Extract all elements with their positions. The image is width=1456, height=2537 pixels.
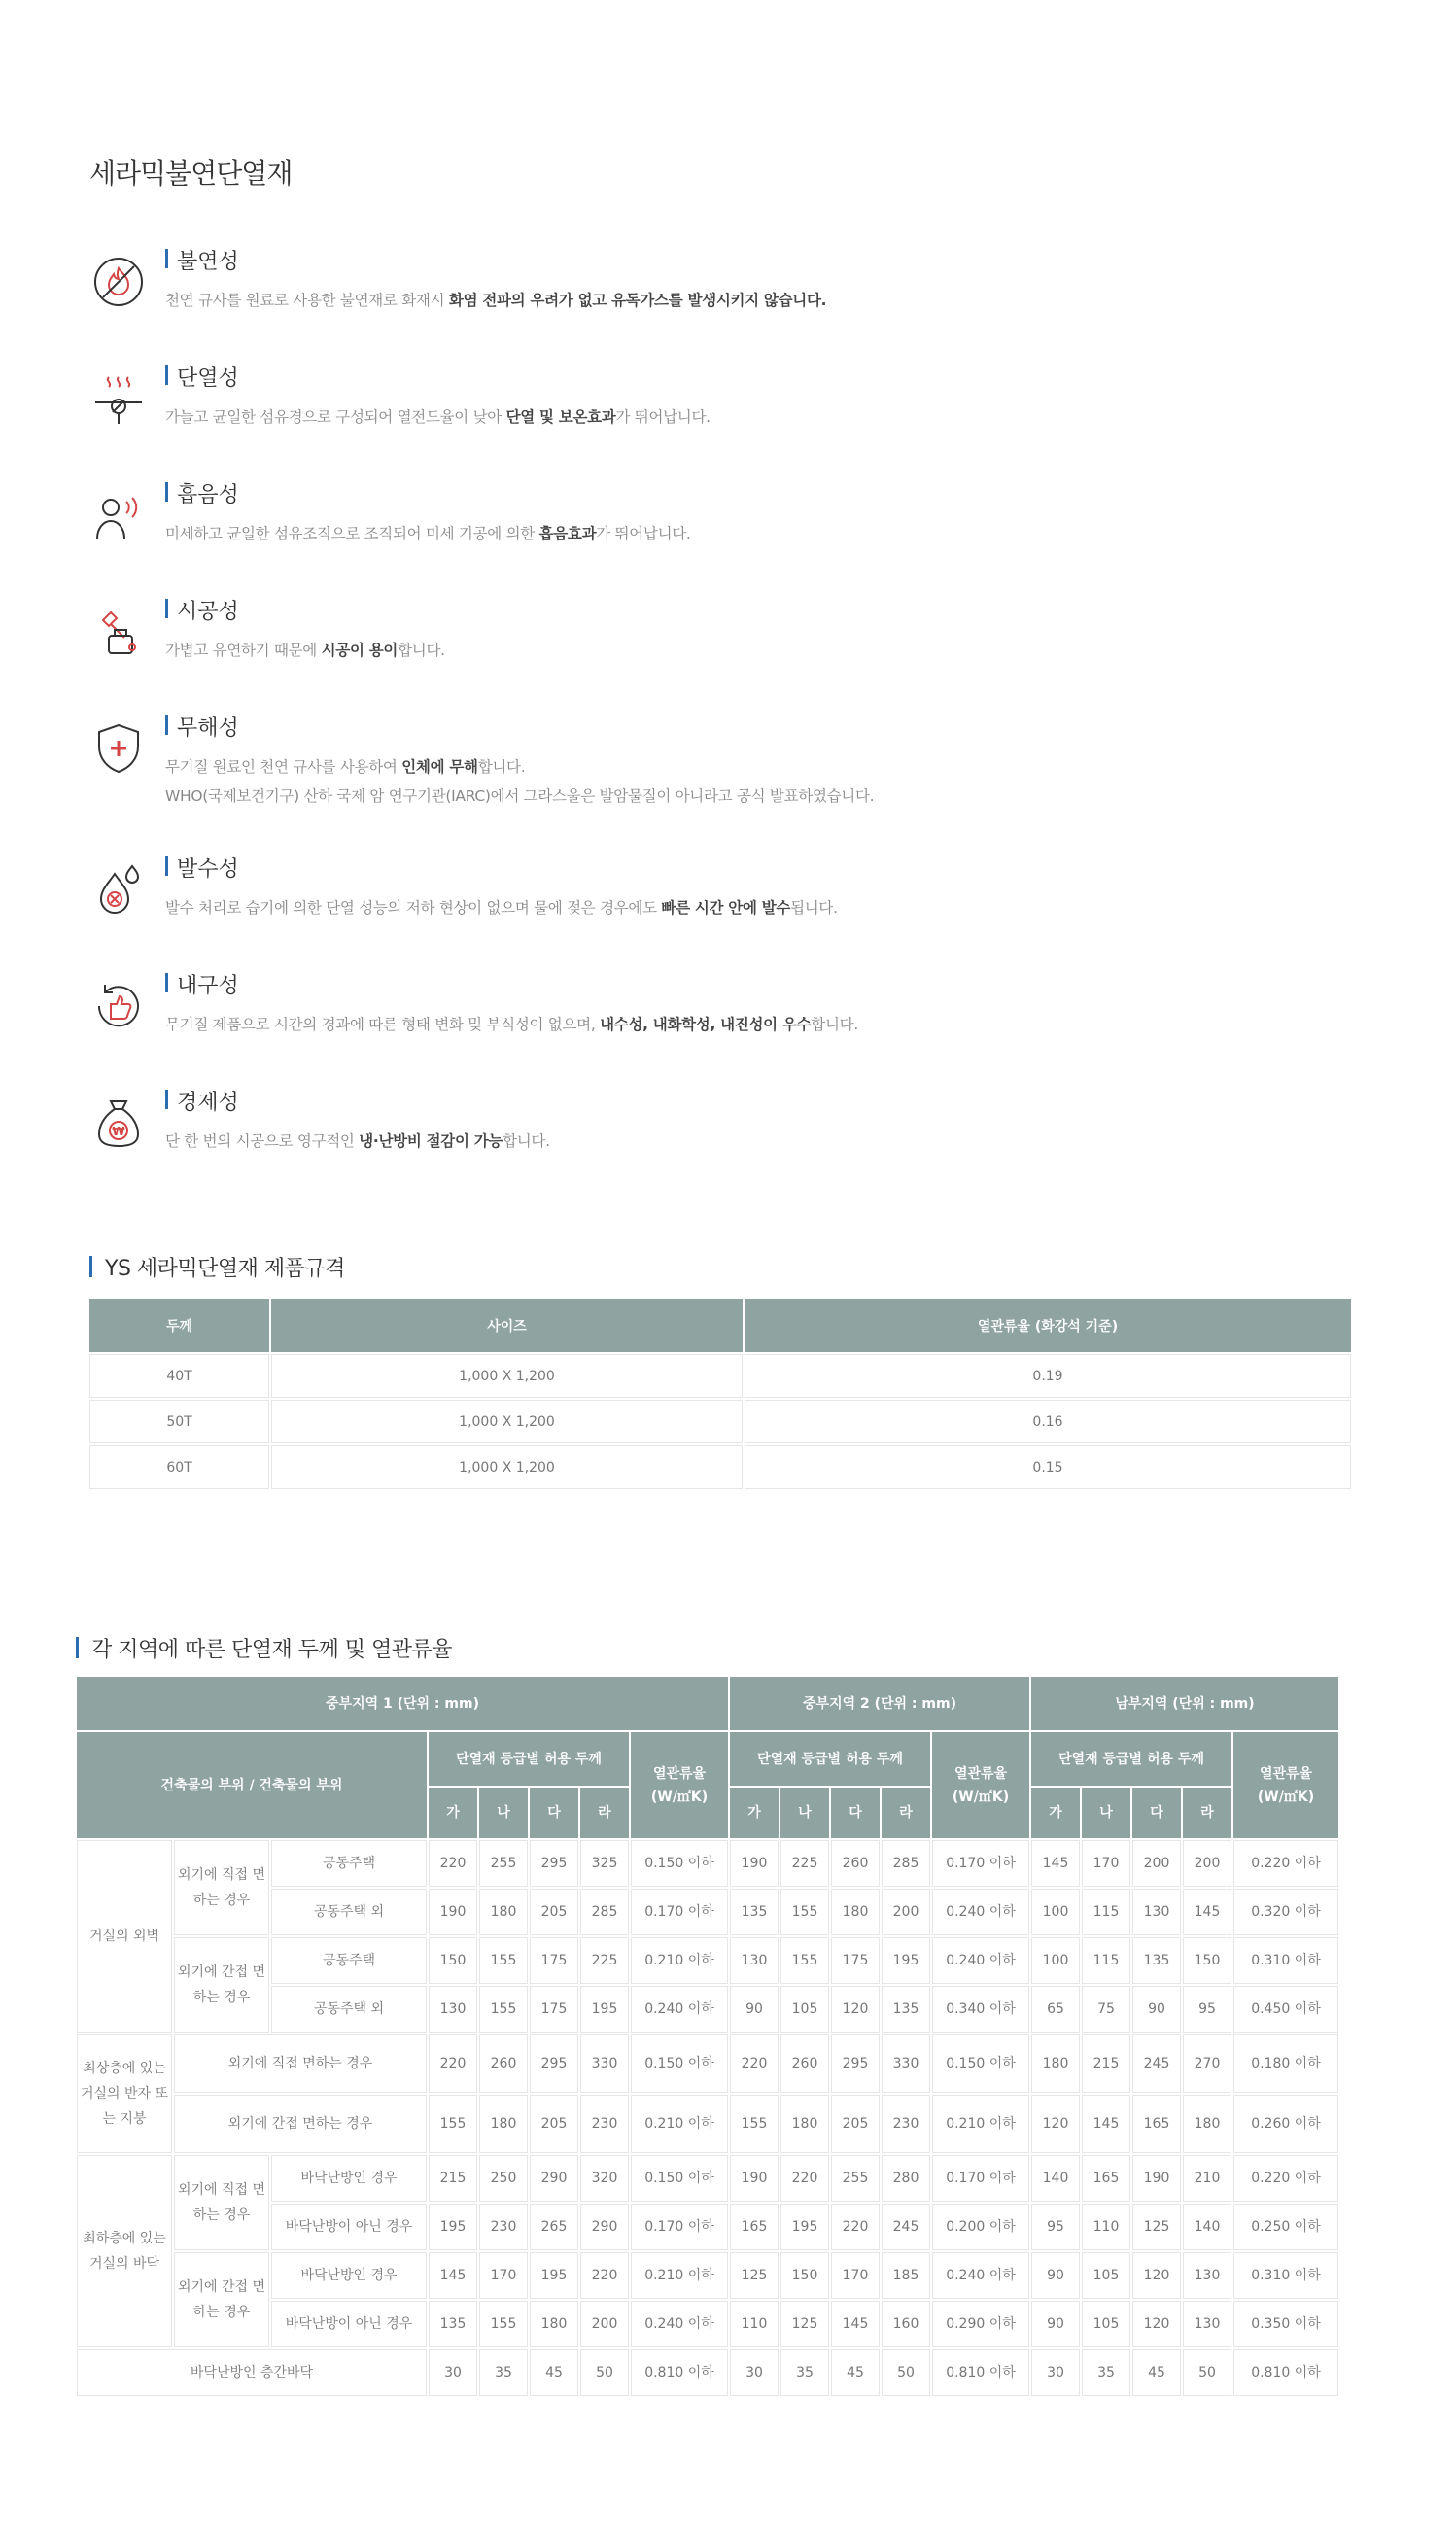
thickness-cell: 125 xyxy=(1132,2204,1181,2250)
thickness-cell: 140 xyxy=(1183,2204,1231,2250)
grade-label: 라 xyxy=(580,1788,629,1838)
u-value-header: 열관류율 (W/㎡K) xyxy=(1233,1732,1338,1838)
thickness-cell: 135 xyxy=(429,2301,477,2347)
group-label: 최상층에 있는 거실의 반자 또는 지붕 xyxy=(77,2034,172,2153)
thickness-cell: 165 xyxy=(1082,2155,1130,2202)
thickness-cell: 95 xyxy=(1031,2204,1080,2250)
thickness-cell: 325 xyxy=(580,1840,629,1887)
feature-title: 내구성 xyxy=(165,969,239,999)
thickness-cell: 145 xyxy=(1183,1889,1231,1935)
thickness-cell: 120 xyxy=(1132,2252,1181,2299)
u-value-header: 열관류율 (W/㎡K) xyxy=(932,1732,1029,1838)
region-section-title: 각 지역에 따른 단열재 두께 및 열관류율 xyxy=(76,1633,452,1663)
thickness-cell: 35 xyxy=(1082,2349,1130,2396)
feature-title: 시공성 xyxy=(165,595,239,625)
spec-section-title: YS 세라믹단열재 제품규격 xyxy=(89,1252,345,1282)
grade-label: 다 xyxy=(1132,1788,1181,1838)
feature-description: 단 한 번의 시공으로 영구적인 냉·난방비 절감이 가능합니다. xyxy=(165,1132,550,1150)
feature-title: 불연성 xyxy=(165,245,239,275)
table-row xyxy=(77,1840,1338,1887)
row-label: 공동주택 xyxy=(271,1840,427,1887)
thickness-cell: 180 xyxy=(1183,2095,1231,2153)
grade-header: 단열재 등급별 허용 두께 xyxy=(1031,1732,1231,1786)
feature-title: 발수성 xyxy=(165,852,239,883)
feature-description: 무기질 원료인 천연 규사를 사용하여 인체에 무해합니다. WHO(국제보건기구) 산하 국제 암 연구기관(IARC)에서 그라스울은 발암물질이 아니라고 공식 발표하였습니다. xyxy=(165,758,875,805)
u-value-cell: 0.240 이하 xyxy=(932,1937,1029,1984)
thickness-cell: 245 xyxy=(1132,2034,1181,2093)
feature-5 xyxy=(89,716,1353,807)
thickness-cell: 285 xyxy=(882,1840,930,1887)
u-value-cell: 0.180 이하 xyxy=(1233,2034,1338,2093)
grade-label: 가 xyxy=(730,1788,779,1838)
thickness-cell: 205 xyxy=(530,1889,578,1935)
thickness-cell: 255 xyxy=(479,1840,528,1887)
feature-title: 흡음성 xyxy=(165,478,239,508)
u-value-cell: 0.320 이하 xyxy=(1233,1889,1338,1935)
thickness-cell: 160 xyxy=(882,2301,930,2347)
grade-label: 다 xyxy=(530,1788,578,1838)
thickness-cell: 155 xyxy=(780,1937,829,1984)
u-value-cell: 0.150 이하 xyxy=(631,2034,728,2093)
thickness-cell: 90 xyxy=(730,1986,779,2033)
thickness-cell: 295 xyxy=(530,1840,578,1887)
thickness-cell: 75 xyxy=(1082,1986,1130,2033)
thickness-cell: 220 xyxy=(831,2204,880,2250)
feature-3 xyxy=(89,483,1353,573)
durability-thumb-icon xyxy=(89,977,148,1035)
u-value-cell: 0.340 이하 xyxy=(932,1986,1029,2033)
thickness-cell: 100 xyxy=(1031,1937,1080,1984)
feature-description: 미세하고 균일한 섬유조직으로 조직되어 미세 기공에 의한 흡음효과가 뛰어납니다. xyxy=(165,525,691,542)
feature-description: 천연 규사를 원료로 사용한 불연재로 화재시 화염 전파의 우려가 없고 유독가스를 발생시키지 않습니다. xyxy=(165,292,827,309)
thickness-cell: 145 xyxy=(429,2252,477,2299)
thickness-cell: 170 xyxy=(479,2252,528,2299)
thickness-cell: 95 xyxy=(1183,1986,1231,2033)
thickness-cell: 230 xyxy=(882,2095,930,2153)
thickness-cell: 175 xyxy=(530,1937,578,1984)
u-value-cell: 0.150 이하 xyxy=(631,1840,728,1887)
row-label: 바닥난방인 경우 xyxy=(271,2155,427,2202)
thickness-cell: 195 xyxy=(580,1986,629,2033)
water-repellent-icon xyxy=(89,860,148,919)
u-value-cell: 0.210 이하 xyxy=(932,2095,1029,2153)
spec-cell: 1,000 X 1,200 xyxy=(271,1445,743,1489)
u-value-cell: 0.810 이하 xyxy=(631,2349,728,2396)
thickness-cell: 155 xyxy=(730,2095,779,2153)
thickness-cell: 45 xyxy=(1132,2349,1181,2396)
spec-cell: 0.19 xyxy=(745,1354,1351,1398)
thickness-cell: 180 xyxy=(479,1889,528,1935)
thickness-cell: 145 xyxy=(1082,2095,1130,2153)
thickness-cell: 220 xyxy=(780,2155,829,2202)
thickness-cell: 195 xyxy=(882,1937,930,1984)
feature-6 xyxy=(89,857,1353,948)
group-label: 거실의 외벽 xyxy=(77,1840,172,2033)
subgroup-label: 외기에 간접 면하는 경우 xyxy=(174,1937,269,2033)
thickness-cell: 155 xyxy=(429,2095,477,2153)
feature-title: 경제성 xyxy=(165,1086,239,1116)
thickness-cell: 130 xyxy=(1132,1889,1181,1935)
feature-description: 가볍고 유연하기 때문에 시공이 용이합니다. xyxy=(165,642,445,659)
row-label: 외기에 간접 면하는 경우 xyxy=(174,2095,427,2153)
thickness-cell: 30 xyxy=(1031,2349,1080,2396)
u-value-cell: 0.260 이하 xyxy=(1233,2095,1338,2153)
u-value-cell: 0.170 이하 xyxy=(631,1889,728,1935)
thickness-cell: 330 xyxy=(882,2034,930,2093)
thickness-cell: 145 xyxy=(831,2301,880,2347)
row-label: 바닥난방인 층간바닥 xyxy=(77,2349,427,2396)
svg-text:₩: ₩ xyxy=(112,1125,125,1138)
thickness-cell: 190 xyxy=(1132,2155,1181,2202)
u-value-cell: 0.220 이하 xyxy=(1233,2155,1338,2202)
thickness-cell: 200 xyxy=(580,2301,629,2347)
thickness-cell: 180 xyxy=(780,2095,829,2153)
thickness-cell: 170 xyxy=(1082,1840,1130,1887)
feature-title: 단열성 xyxy=(165,362,239,392)
thickness-cell: 90 xyxy=(1132,1986,1181,2033)
u-value-cell: 0.250 이하 xyxy=(1233,2204,1338,2250)
thickness-cell: 220 xyxy=(429,1840,477,1887)
thickness-cell: 210 xyxy=(1183,2155,1231,2202)
thickness-cell: 125 xyxy=(780,2301,829,2347)
u-value-cell: 0.200 이하 xyxy=(932,2204,1029,2250)
thickness-cell: 50 xyxy=(580,2349,629,2396)
thickness-cell: 150 xyxy=(1183,1937,1231,1984)
u-value-cell: 0.290 이하 xyxy=(932,2301,1029,2347)
thickness-cell: 175 xyxy=(831,1937,880,1984)
thickness-cell: 215 xyxy=(429,2155,477,2202)
thickness-cell: 45 xyxy=(831,2349,880,2396)
thickness-cell: 105 xyxy=(1082,2252,1130,2299)
thickness-cell: 130 xyxy=(429,1986,477,2033)
thickness-cell: 150 xyxy=(429,1937,477,1984)
thickness-cell: 220 xyxy=(730,2034,779,2093)
health-shield-icon xyxy=(89,719,148,778)
thickness-cell: 205 xyxy=(530,2095,578,2153)
thickness-cell: 50 xyxy=(1183,2349,1231,2396)
thickness-cell: 135 xyxy=(730,1889,779,1935)
no-fire-icon xyxy=(89,253,148,311)
u-value-cell: 0.240 이하 xyxy=(932,2252,1029,2299)
thickness-cell: 190 xyxy=(730,1840,779,1887)
thickness-cell: 200 xyxy=(882,1889,930,1935)
grade-header: 단열재 등급별 허용 두께 xyxy=(730,1732,930,1786)
zone-header-central-1: 중부지역 1 (단위 : mm) xyxy=(77,1677,728,1730)
grade-label: 다 xyxy=(831,1788,880,1838)
thickness-cell: 330 xyxy=(580,2034,629,2093)
thickness-cell: 200 xyxy=(1132,1840,1181,1887)
thickness-cell: 165 xyxy=(1132,2095,1181,2153)
thickness-cell: 105 xyxy=(780,1986,829,2033)
row-label: 외기에 직접 면하는 경우 xyxy=(174,2034,427,2093)
row-label: 공동주택 xyxy=(271,1937,427,1984)
thickness-cell: 130 xyxy=(730,1937,779,1984)
row-label: 바닥난방이 아닌 경우 xyxy=(271,2301,427,2347)
thickness-cell: 225 xyxy=(580,1937,629,1984)
grade-label: 가 xyxy=(1031,1788,1080,1838)
thickness-cell: 110 xyxy=(1082,2204,1130,2250)
group-label: 최하층에 있는 거실의 바닥 xyxy=(77,2155,172,2347)
thickness-cell: 180 xyxy=(831,1889,880,1935)
thickness-cell: 255 xyxy=(831,2155,880,2202)
table-row xyxy=(89,1445,1351,1489)
money-bag-icon xyxy=(89,1094,148,1152)
construction-tool-icon xyxy=(89,603,148,661)
spec-cell: 50T xyxy=(89,1400,269,1443)
u-value-cell: 0.150 이하 xyxy=(631,2155,728,2202)
thickness-cell: 90 xyxy=(1031,2301,1080,2347)
grade-label: 나 xyxy=(479,1788,528,1838)
feature-description: 발수 처리로 습기에 의한 단열 성능의 저하 현상이 없으며 물에 젖은 경우에도 빠른 시간 안에 발수됩니다. xyxy=(165,899,838,917)
spec-cell: 0.15 xyxy=(745,1445,1351,1489)
u-value-cell: 0.240 이하 xyxy=(631,1986,728,2033)
zone-header-central-2: 중부지역 2 (단위 : mm) xyxy=(730,1677,1029,1730)
spec-cell: 1,000 X 1,200 xyxy=(271,1354,743,1398)
thickness-cell: 265 xyxy=(530,2204,578,2250)
row-label: 공동주택 외 xyxy=(271,1986,427,2033)
thickness-cell: 110 xyxy=(730,2301,779,2347)
thickness-cell: 295 xyxy=(831,2034,880,2093)
row-label: 공동주택 외 xyxy=(271,1889,427,1935)
table-row xyxy=(77,2252,1338,2299)
thickness-cell: 260 xyxy=(780,2034,829,2093)
thickness-cell: 195 xyxy=(429,2204,477,2250)
feature-title: 무해성 xyxy=(165,712,239,742)
table-row xyxy=(77,1937,1338,1984)
thickness-cell: 180 xyxy=(530,2301,578,2347)
thickness-cell: 125 xyxy=(730,2252,779,2299)
row-label: 바닥난방이 아닌 경우 xyxy=(271,2204,427,2250)
thickness-cell: 155 xyxy=(479,1986,528,2033)
spec-header-thickness: 두께 xyxy=(89,1299,269,1352)
thickness-cell: 155 xyxy=(780,1889,829,1935)
thickness-cell: 120 xyxy=(1031,2095,1080,2153)
feature-4 xyxy=(89,600,1353,690)
grade-label: 나 xyxy=(780,1788,829,1838)
thickness-cell: 190 xyxy=(429,1889,477,1935)
u-value-cell: 0.310 이하 xyxy=(1233,1937,1338,1984)
grade-label: 라 xyxy=(882,1788,930,1838)
thickness-cell: 200 xyxy=(1183,1840,1231,1887)
u-value-cell: 0.350 이하 xyxy=(1233,2301,1338,2347)
u-value-cell: 0.210 이하 xyxy=(631,1937,728,1984)
u-value-cell: 0.810 이하 xyxy=(932,2349,1029,2396)
thickness-cell: 130 xyxy=(1183,2301,1231,2347)
heat-insulation-icon xyxy=(89,369,148,428)
table-row xyxy=(77,2095,1338,2153)
thickness-cell: 135 xyxy=(1132,1937,1181,1984)
thickness-cell: 320 xyxy=(580,2155,629,2202)
thickness-cell: 120 xyxy=(831,1986,880,2033)
thickness-cell: 290 xyxy=(530,2155,578,2202)
feature-description-line2: WHO(국제보건기구) 산하 국제 암 연구기관(IARC)에서 그라스울은 발암물질이 아니라고 공식 발표하였습니다. xyxy=(165,787,875,805)
thickness-cell: 220 xyxy=(580,2252,629,2299)
u-value-cell: 0.450 이하 xyxy=(1233,1986,1338,2033)
spec-table xyxy=(87,1297,1353,1491)
table-row xyxy=(77,2034,1338,2093)
thickness-cell: 90 xyxy=(1031,2252,1080,2299)
feature-8 xyxy=(89,1091,1353,1181)
u-value-cell: 0.210 이하 xyxy=(631,2095,728,2153)
thickness-cell: 155 xyxy=(479,2301,528,2347)
grade-header: 단열재 등급별 허용 두께 xyxy=(429,1732,629,1786)
thickness-cell: 250 xyxy=(479,2155,528,2202)
u-value-cell: 0.240 이하 xyxy=(932,1889,1029,1935)
thickness-cell: 50 xyxy=(882,2349,930,2396)
feature-2 xyxy=(89,366,1353,457)
region-table xyxy=(75,1675,1340,2398)
thickness-cell: 180 xyxy=(479,2095,528,2153)
thickness-cell: 30 xyxy=(429,2349,477,2396)
thickness-cell: 115 xyxy=(1082,1889,1130,1935)
thickness-cell: 120 xyxy=(1132,2301,1181,2347)
thickness-cell: 230 xyxy=(580,2095,629,2153)
thickness-cell: 245 xyxy=(882,2204,930,2250)
row-label: 바닥난방인 경우 xyxy=(271,2252,427,2299)
u-value-cell: 0.150 이하 xyxy=(932,2034,1029,2093)
zone-header-south: 남부지역 (단위 : mm) xyxy=(1031,1677,1338,1730)
spec-cell: 60T xyxy=(89,1445,269,1489)
feature-description: 무기질 제품으로 시간의 경과에 따른 형태 변화 및 부식성이 없으며, 내수성, 내화학성, 내진성이 우수합니다. xyxy=(165,1016,858,1033)
thickness-cell: 190 xyxy=(730,2155,779,2202)
thickness-cell: 225 xyxy=(780,1840,829,1887)
u-value-cell: 0.220 이하 xyxy=(1233,1840,1338,1887)
thickness-cell: 115 xyxy=(1082,1937,1130,1984)
feature-1 xyxy=(89,250,1353,340)
subgroup-label: 외기에 간접 면하는 경우 xyxy=(174,2252,269,2347)
thickness-cell: 150 xyxy=(780,2252,829,2299)
grade-label: 나 xyxy=(1082,1788,1130,1838)
spec-cell: 40T xyxy=(89,1354,269,1398)
thickness-cell: 65 xyxy=(1031,1986,1080,2033)
part-header: 건축물의 부위 / 건축물의 부위 xyxy=(77,1732,427,1838)
u-value-header: 열관류율 (W/㎡K) xyxy=(631,1732,728,1838)
thickness-cell: 180 xyxy=(1031,2034,1080,2093)
table-row xyxy=(89,1354,1351,1398)
subgroup-label: 외기에 직접 면하는 경우 xyxy=(174,1840,269,1935)
thickness-cell: 185 xyxy=(882,2252,930,2299)
grade-label: 가 xyxy=(429,1788,477,1838)
thickness-cell: 140 xyxy=(1031,2155,1080,2202)
u-value-cell: 0.210 이하 xyxy=(631,2252,728,2299)
u-value-cell: 0.170 이하 xyxy=(932,1840,1029,1887)
thickness-cell: 260 xyxy=(479,2034,528,2093)
page-title: 세라믹불연단열재 xyxy=(89,157,293,190)
spec-header-size: 사이즈 xyxy=(271,1299,743,1352)
table-row xyxy=(77,2155,1338,2202)
subgroup-label: 외기에 직접 면하는 경우 xyxy=(174,2155,269,2250)
thickness-cell: 35 xyxy=(479,2349,528,2396)
thickness-cell: 290 xyxy=(580,2204,629,2250)
thickness-cell: 280 xyxy=(882,2155,930,2202)
sound-absorb-icon xyxy=(89,486,148,544)
thickness-cell: 100 xyxy=(1031,1889,1080,1935)
thickness-cell: 165 xyxy=(730,2204,779,2250)
feature-description: 가늘고 균일한 섬유경으로 구성되어 열전도율이 낮아 단열 및 보온효과가 뛰어납니다. xyxy=(165,408,711,426)
feature-7 xyxy=(89,974,1353,1064)
thickness-cell: 270 xyxy=(1183,2034,1231,2093)
thickness-cell: 230 xyxy=(479,2204,528,2250)
grade-label: 라 xyxy=(1183,1788,1231,1838)
thickness-cell: 155 xyxy=(479,1937,528,1984)
thickness-cell: 135 xyxy=(882,1986,930,2033)
thickness-cell: 145 xyxy=(1031,1840,1080,1887)
thickness-cell: 30 xyxy=(730,2349,779,2396)
thickness-cell: 175 xyxy=(530,1986,578,2033)
thickness-cell: 260 xyxy=(831,1840,880,1887)
table-row xyxy=(89,1400,1351,1443)
thickness-cell: 170 xyxy=(831,2252,880,2299)
thickness-cell: 195 xyxy=(530,2252,578,2299)
u-value-cell: 0.170 이하 xyxy=(631,2204,728,2250)
spec-cell: 1,000 X 1,200 xyxy=(271,1400,743,1443)
u-value-cell: 0.240 이하 xyxy=(631,2301,728,2347)
thickness-cell: 285 xyxy=(580,1889,629,1935)
u-value-cell: 0.310 이하 xyxy=(1233,2252,1338,2299)
thickness-cell: 205 xyxy=(831,2095,880,2153)
u-value-cell: 0.170 이하 xyxy=(932,2155,1029,2202)
thickness-cell: 195 xyxy=(780,2204,829,2250)
thickness-cell: 220 xyxy=(429,2034,477,2093)
thickness-cell: 130 xyxy=(1183,2252,1231,2299)
spec-cell: 0.16 xyxy=(745,1400,1351,1443)
thickness-cell: 45 xyxy=(530,2349,578,2396)
thickness-cell: 295 xyxy=(530,2034,578,2093)
thickness-cell: 35 xyxy=(780,2349,829,2396)
thickness-cell: 215 xyxy=(1082,2034,1130,2093)
table-row xyxy=(77,2349,1338,2396)
u-value-cell: 0.810 이하 xyxy=(1233,2349,1338,2396)
thickness-cell: 105 xyxy=(1082,2301,1130,2347)
spec-header-u-value: 열관류율 (화강석 기준) xyxy=(745,1299,1351,1352)
